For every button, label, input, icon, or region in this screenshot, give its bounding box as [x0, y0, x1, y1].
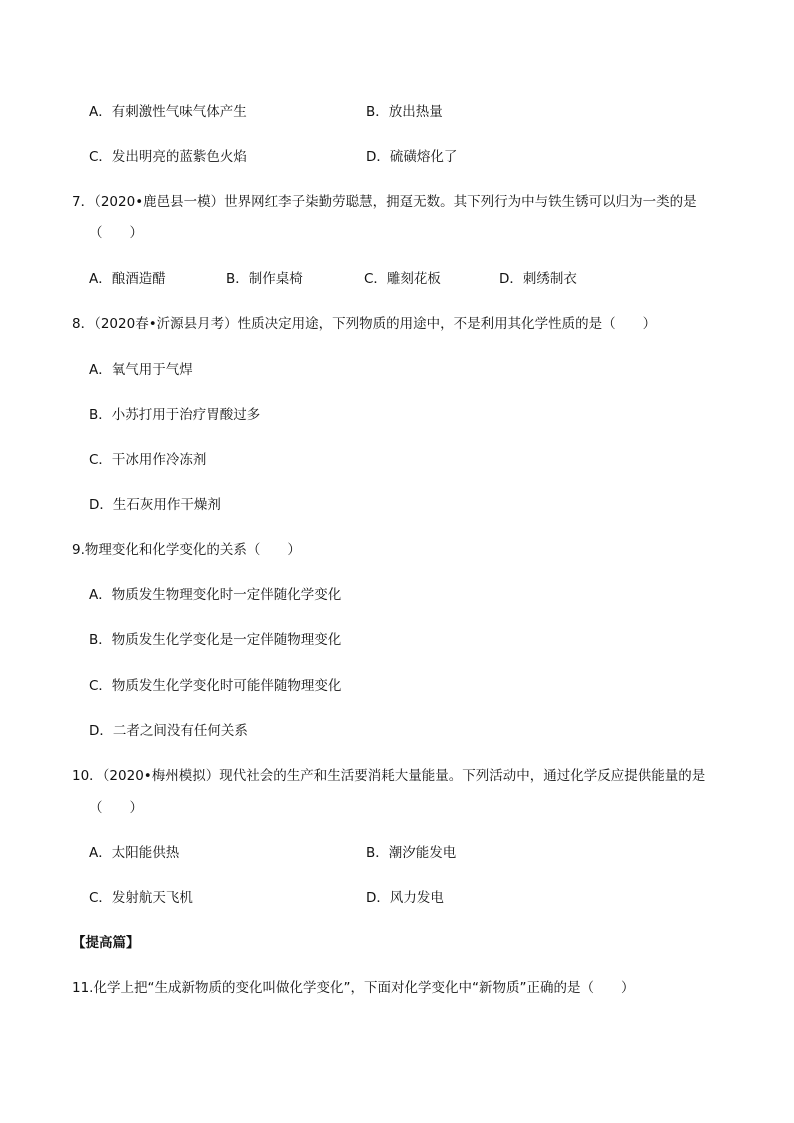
- q8-option-a: A．氧气用于气焊: [89, 362, 193, 378]
- q9-option-c: C．物质发生化学变化时可能伴随物理变化: [89, 678, 342, 694]
- q6-option-a: A．有刺激性气味气体产生: [89, 104, 247, 120]
- q7-option-c: C．雕刻花板: [364, 271, 441, 287]
- q10-option-d: D．风力发电: [366, 890, 444, 906]
- q9-option-b: B．物质发生化学变化是一定伴随物理变化: [89, 632, 342, 648]
- q9-stem: 9.物理变化和化学变化的关系（ ）: [72, 542, 301, 558]
- q8-stem: 8．（2020春•沂源县月考）性质决定用途，下列物质的用途中，不是利用其化学性质的是（ ）: [72, 316, 657, 332]
- q7-option-a: A．酿酒造醋: [89, 271, 166, 287]
- q7-paren: （ ）: [89, 225, 143, 241]
- q10-stem: 10．（2020•梅州模拟）现代社会的生产和生活要消耗大量能量。下列活动中，通过化学反应提供能量的是: [72, 768, 706, 784]
- q7-stem: 7．（2020•鹿邑县一模）世界网红李子柒勤劳聪慧，拥趸无数。其下列行为中与铁生锈可以归为一类的是: [72, 194, 697, 210]
- q10-option-c: C．发射航天飞机: [89, 890, 193, 906]
- section-heading: 【提高篇】: [72, 935, 140, 951]
- q9-option-a: A．物质发生物理变化时一定伴随化学变化: [89, 587, 342, 603]
- q7-option-b: B．制作桌椅: [226, 271, 303, 287]
- q10-option-b: B．潮汐能发电: [366, 845, 457, 861]
- q9-option-d: D．二者之间没有任何关系: [89, 723, 248, 739]
- q8-option-b: B．小苏打用于治疗胃酸过多: [89, 407, 261, 423]
- q11-stem: 11.化学上把“生成新物质的变化叫做化学变化”，下面对化学变化中“新物质”正确的是（ ）: [72, 980, 635, 996]
- q6-option-d: D．硫磺熔化了: [366, 149, 458, 165]
- q10-option-a: A．太阳能供热: [89, 845, 180, 861]
- q7-option-d: D．刺绣制衣: [499, 271, 577, 287]
- q10-paren: （ ）: [89, 800, 143, 816]
- q6-option-c: C．发出明亮的蓝紫色火焰: [89, 149, 247, 165]
- q8-option-d: D．生石灰用作干燥剂: [89, 497, 221, 513]
- q6-option-b: B．放出热量: [366, 104, 443, 120]
- q8-option-c: C．干冰用作冷冻剂: [89, 452, 207, 468]
